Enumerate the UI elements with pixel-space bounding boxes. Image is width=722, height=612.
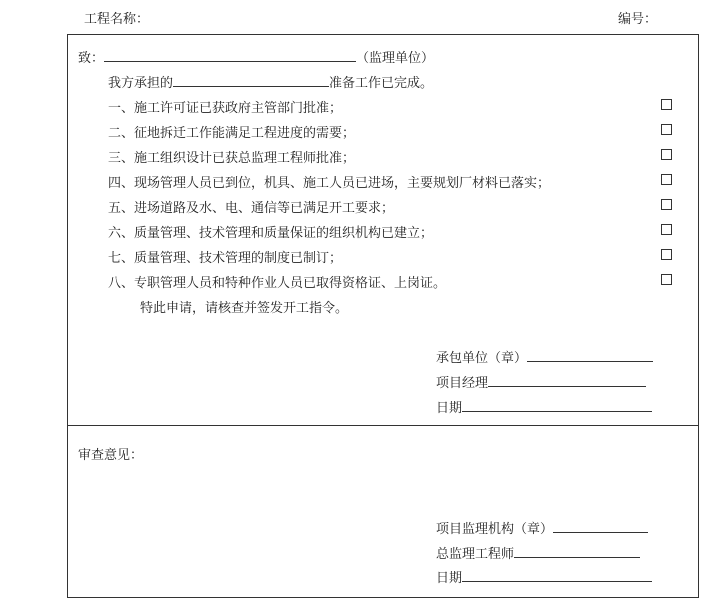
review-date-line <box>436 567 652 586</box>
checklist-item-1: 一、施工许可证已获政府主管部门批准； <box>108 101 343 116</box>
checkbox-item-3[interactable] <box>661 149 672 160</box>
to-suffix: （监理单位） <box>356 51 435 66</box>
checklist-item-5: 五、进场道路及水、电、通信等已满足开工要求； <box>108 201 395 216</box>
contractor-date-blank[interactable] <box>462 398 652 412</box>
supervision-org-line <box>436 518 648 537</box>
supervision-org-label: 项目监理机构（章） <box>436 522 554 537</box>
project-blank[interactable] <box>173 73 329 87</box>
intro-suffix: 准备工作已完成。 <box>329 76 434 91</box>
checkbox-item-2[interactable] <box>661 124 672 135</box>
section-divider <box>67 425 699 426</box>
checklist-item-4: 四、现场管理人员已到位，机具、施工人员已进场，主要规划厂材料已落实； <box>108 176 551 191</box>
checkbox-item-6[interactable] <box>661 224 672 235</box>
contractor-unit-blank[interactable] <box>527 348 653 362</box>
checkbox-item-5[interactable] <box>661 199 672 210</box>
review-date-label: 日期 <box>436 571 463 586</box>
checklist-item-6: 六、质量管理、技术管理和质量保证的组织机构已建立； <box>108 226 434 241</box>
checkbox-item-8[interactable] <box>661 274 672 285</box>
supervision-unit-blank[interactable] <box>104 48 356 62</box>
checklist-item-2: 二、征地拆迁工作能满足工程进度的需要； <box>108 126 356 141</box>
checklist-item-8: 八、专职管理人员和特种作业人员已取得资格证、上岗证。 <box>108 276 447 291</box>
contractor-date-line <box>436 397 652 416</box>
form-border <box>67 34 699 598</box>
checkbox-item-4[interactable] <box>661 174 672 185</box>
chief-engineer-line <box>436 543 640 562</box>
intro-prefix: 我方承担的 <box>108 76 174 91</box>
checkbox-item-7[interactable] <box>661 249 672 260</box>
checklist-item-7: 七、质量管理、技术管理的制度已制订； <box>108 251 343 266</box>
review-opinion-area[interactable] <box>78 466 688 506</box>
contractor-date-label: 日期 <box>436 401 463 416</box>
chief-engineer-blank[interactable] <box>514 544 640 558</box>
supervision-org-blank[interactable] <box>553 519 648 533</box>
review-date-blank[interactable] <box>462 568 652 582</box>
chief-engineer-label: 总监理工程师 <box>436 547 515 562</box>
number-label: 编号： <box>618 12 658 27</box>
checkbox-item-1[interactable] <box>661 99 672 110</box>
checklist-item-3: 三、施工组织设计已获总监理工程师批准； <box>108 151 356 166</box>
to-prefix: 致： <box>78 51 105 66</box>
intro-line <box>108 72 433 91</box>
project-manager-line <box>436 372 646 391</box>
project-manager-blank[interactable] <box>488 373 646 387</box>
contractor-unit-label: 承包单位（章） <box>436 351 528 366</box>
contractor-unit-line <box>436 347 653 366</box>
addressee-line <box>78 47 434 66</box>
review-opinion-label: 审查意见： <box>78 448 144 463</box>
project-manager-label: 项目经理 <box>436 376 489 391</box>
project-name-label: 工程名称： <box>84 12 150 27</box>
request-text: 特此申请，请核查并签发开工指令。 <box>140 301 349 316</box>
